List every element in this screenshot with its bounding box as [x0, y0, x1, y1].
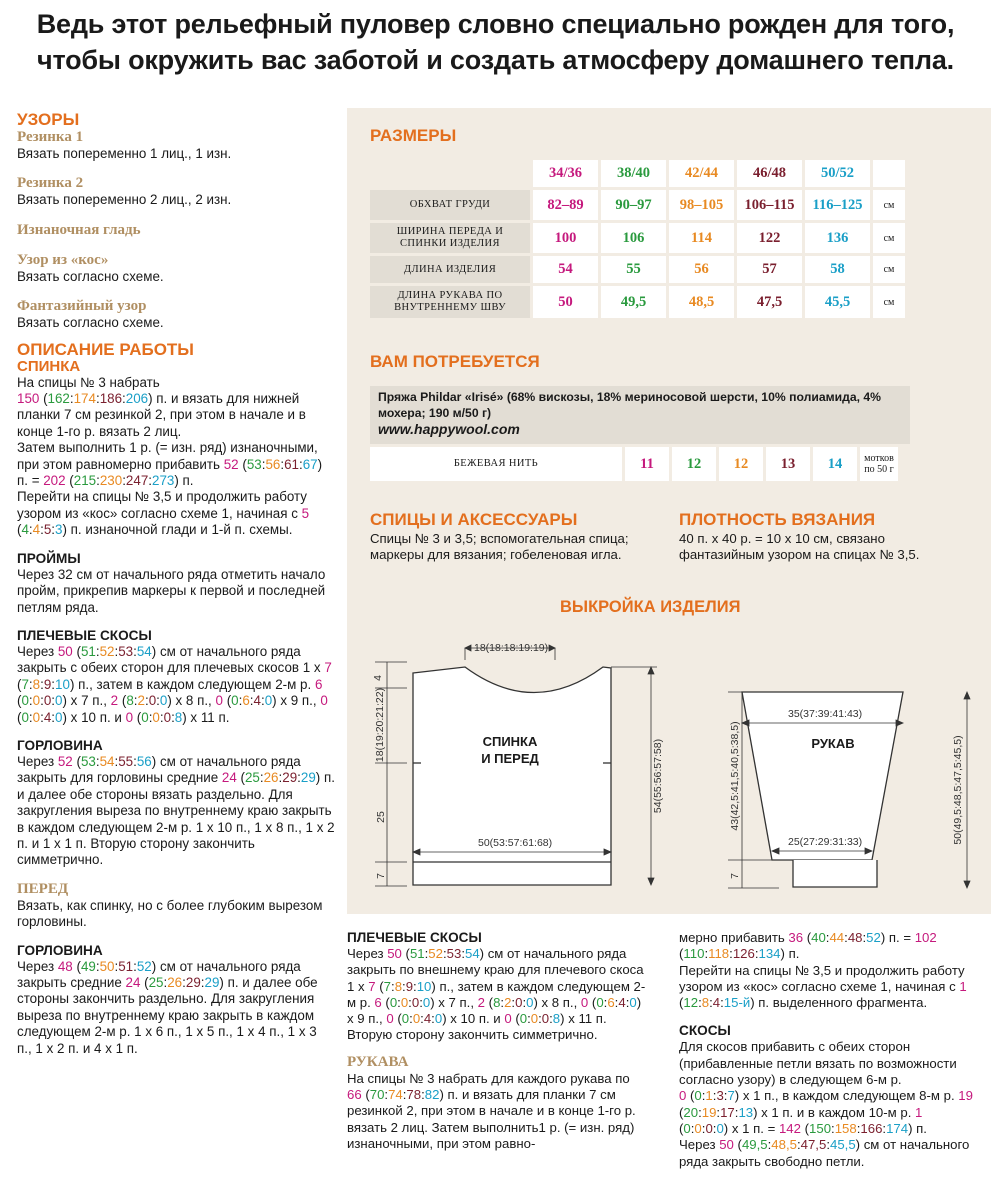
yarn-cell: 12 [719, 447, 763, 481]
shoulders2-title: ПЛЕЧЕВЫЕ СКОСЫ [347, 930, 482, 945]
neck2-title: ГОРЛОВИНА [17, 942, 103, 958]
yarn-cell: 14 [813, 447, 857, 481]
yarn-cell: 12 [672, 447, 716, 481]
size-header-2: 38/40 [601, 160, 666, 187]
sleeves-text: На спицы № 3 набрать для каждого рукава по 66 (70:74:78:82) п. и вязать для планки 7 см резинкой 2, при этом в начале и в конце 1-го р. вязать 2 лиц. Затем выполнить1 р. (= изн. ряд) изнаночными, при этом равно- [347, 1070, 636, 1151]
size-row-label-3: ДЛИНА ИЗДЕЛИЯ [370, 256, 530, 283]
sizes-table [367, 157, 908, 321]
dim-neck: 18(18:18:19:19) [474, 642, 549, 654]
tools-title: СПИЦЫ И АКСЕССУАРЫ [370, 510, 578, 529]
sizes-title: РАЗМЕРЫ [370, 126, 457, 145]
gauge-title: ПЛОТНОСТЬ ВЯЗАНИЯ [679, 510, 876, 529]
sleeves-title: РУКАВА [347, 1053, 409, 1070]
back-title: СПИНКА [17, 357, 81, 375]
size-unit: см [873, 223, 905, 253]
middle-column [347, 930, 647, 1152]
size-row-label-1: ОБХВАТ ГРУДИ [370, 190, 530, 220]
tools-text: Спицы № 3 и 3,5; вспомогательная спица; маркеры для вязания; гобеленовая игла. [370, 531, 629, 562]
size-cell: 90–97 [601, 190, 666, 220]
right-column [679, 930, 975, 1170]
armholes-text: Через 32 см от начального ряда отметить начало пройм, прикрепив маркеры к первой и последней петлям ряда. [17, 566, 326, 615]
pattern-name-5: Фантазийный узор [17, 298, 147, 315]
shoulders2-text: Через 50 (51:52:53:54) см от начального ряда закрыть по внешнему краю для плечевого скоса 1 х 7 (7:8:9:10) п., затем в каждом следующем 2-м р. 6 (0:0:0:0) х 7 п., 2 (8:2:0:0) х 8 п., 0 (0:6:4:0) х 9 п., 0 (0:0:4:0) х 10 п. и 0 (0:0:0:8) х 11 п. Вторую сторону закончить симметрично. [347, 946, 646, 1043]
yarn-box [370, 386, 910, 444]
neck-title: ГОРЛОВИНА [17, 737, 103, 753]
yarn-unit: мотков по 50 г [860, 447, 898, 481]
dim-armhole: 18(19:20:21:22) [374, 687, 386, 763]
left-column [17, 110, 335, 1057]
yarn-url: www.happywool.com [378, 421, 520, 437]
pattern-name-4: Узор из «кос» [17, 251, 109, 268]
pattern-text-2: Вязать попеременно 2 лиц., 2 изн. [17, 192, 232, 208]
size-cell: 50 [533, 286, 598, 318]
yarn-row-label: БЕЖЕВАЯ НИТЬ [370, 447, 622, 481]
size-row-label-4: ДЛИНА РУКАВА ПО ВНУТРЕННЕМУ ШВУ [370, 286, 530, 318]
size-unit: см [873, 286, 905, 318]
size-cell: 114 [669, 223, 734, 253]
size-cell: 106 [601, 223, 666, 253]
dim-body-rib: 7 [375, 873, 387, 879]
sleeve-label: РУКАВ [811, 736, 855, 751]
dim-sleeve-top: 35(37:39:41:43) [788, 708, 863, 720]
shoulders-text: Через 50 (51:52:53:54) см от начального ряда закрыть с обеих сторон для плечевых скосов 1 х 7 (7:8:9:10) п., затем в каждом следующем 2-м р. 6 (0:0:0:0) х 7 п., 2 (8:2:0:0) х 8 п., 0 (0:6:4:0) х 9 п., 0 (0:0:4:0) х 10 п. и 0 (0:0:0:8) х 11 п. [17, 643, 332, 725]
back-text: На спицы № 3 набрать 150 (162:174:186:206) п. и вязать для нижней планки 7 см резинкой 2, при этом в начале и в конце 1-го р. вязать 2 лиц. Затем выполнить 1 р. (= изн. ряд) изнаночными, при этом равномерно прибавить 52 (53:56:61:67) п. = 202 (215:230:247:273) п. Перейти на спицы № 3,5 и продолжить работу узором из «кос» согласно схеме 1, начиная с 5 (4:4:5:3) п. изнаночной глади и 1-й п. схемы. [17, 374, 323, 538]
dim-sleeve-rib: 7 [729, 873, 741, 879]
size-cell: 136 [805, 223, 870, 253]
size-unit: см [873, 190, 905, 220]
headline-line-2: чтобы окружить вас заботой и создать атмосферу домашнего тепла. [37, 45, 954, 75]
size-cell: 47,5 [737, 286, 802, 318]
dim-sleeve-bottom: 25(27:29:31:33) [788, 836, 863, 848]
size-cell: 49,5 [601, 286, 666, 318]
size-cell: 55 [601, 256, 666, 283]
size-cell: 56 [669, 256, 734, 283]
size-row-label-2: ШИРИНА ПЕРЕДА И СПИНКИ ИЗДЕЛИЯ [370, 223, 530, 253]
size-cell: 48,5 [669, 286, 734, 318]
dim-body-lower: 25 [375, 811, 387, 823]
dim-sleeve-left: 43(42,5:41,5:40,5:38,5) [729, 721, 741, 831]
neck-text: Через 52 (53:54:55:56) см от начального ряда закрыть для горловины средние 24 (25:26:29:29) п. и далее обе стороны вязать раздельно. Для закругления выреза по внутреннему краю закрыть в каждом следующем 2-м р. 1 х 10 п., 1 х 8 п., 1 х 2 п. и 1 х 1 п. Вторую сторону закончить симметрично. [17, 753, 335, 868]
size-cell: 82–89 [533, 190, 598, 220]
size-cell: 116–125 [805, 190, 870, 220]
size-cell: 58 [805, 256, 870, 283]
dim-shoulder: 4 [372, 675, 384, 681]
bevel-text: Для скосов прибавить с обеих сторон (прибавленные петли вязать по возможности согласно узору) в следующем 6-м р. 0 (0:1:3:7) х 1 п., в каждом следующем 8-м р. 19 (20:19:17:13) х 1 п. и в каждом 10-м р. 1 (0:0:0:0) х 1 п. = 142 (150:158:166:174) п. Через 50 (49,5:48,5:47,5:45,5) см от начального ряда закрыть свободно петли. [679, 1039, 973, 1169]
pattern-diagram-title: ВЫКРОЙКА ИЗДЕЛИЯ [560, 598, 741, 616]
size-header-3: 42/44 [669, 160, 734, 187]
sleeves-text-cont: мерно прибавить 36 (40:44:48:52) п. = 102 (110:118:126:134) п. Перейти на спицы № 3,5 и продолжить работу узором из «кос» согласно схеме 1, начиная с 1 (12:8:4:15-й) п. выделенного фрагмента. [679, 930, 967, 1011]
patterns-title: УЗОРЫ [17, 110, 80, 129]
yarn-cell: 13 [766, 447, 810, 481]
yarn-text: Пряжа Phildar «Irisé» (68% вискозы, 18% мериносовой шерсти, 10% полиамида, 4% мохера; 190 м/50 г) [378, 390, 882, 420]
needs-title: ВАМ ПОТРЕБУЕТСЯ [370, 352, 540, 371]
pattern-name-3: Изнаночная гладь [17, 221, 141, 238]
size-header-5: 50/52 [805, 160, 870, 187]
size-header-1: 34/36 [533, 160, 598, 187]
headline [0, 6, 991, 78]
headline-line-1: Ведь этот рельефный пуловер словно специально рожден для того, [36, 9, 955, 39]
pattern-text-5: Вязать согласно схеме. [17, 315, 164, 331]
neck2-text: Через 48 (49:50:51:52) см от начального ряда закрыть средние 24 (25:26:29:29) п. и далее обе стороны закончить раздельно. Для закругления выреза по внутреннему краю закрыть в каждом следующем 2-м р. 1 х 6 п., 1 х 5 п., 1 х 4 п., 1 х 3 п., 1 х 2 п. и 4 х 1 п. [17, 958, 318, 1056]
size-cell: 106–115 [737, 190, 802, 220]
pattern-text-4: Вязать согласно схеме. [17, 268, 164, 284]
pattern-text-1: Вязать попеременно 1 лиц., 1 изн. [17, 146, 232, 161]
front-text: Вязать, как спинку, но с более глубоким вырезом горловины. [17, 897, 323, 930]
shoulders-title: ПЛЕЧЕВЫЕ СКОСЫ [17, 627, 152, 643]
pattern-name-1: Резинка 1 [17, 129, 84, 145]
yarn-cell: 11 [625, 447, 669, 481]
size-header-4: 46/48 [737, 160, 802, 187]
armholes-title: ПРОЙМЫ [17, 550, 81, 566]
size-cell: 98–105 [669, 190, 734, 220]
work-title: ОПИСАНИЕ РАБОТЫ [17, 339, 194, 359]
size-cell: 57 [737, 256, 802, 283]
size-cell: 100 [533, 223, 598, 253]
pattern-name-2: Резинка 2 [17, 175, 84, 192]
size-cell: 45,5 [805, 286, 870, 318]
dim-body-length: 54(55:56:57:58) [652, 738, 664, 814]
size-unit: см [873, 256, 905, 283]
yarn-table [367, 444, 901, 484]
bevel-title: СКОСЫ [679, 1023, 731, 1039]
size-cell: 122 [737, 223, 802, 253]
gauge-text: 40 п. х 40 р. = 10 х 10 см, связано фантазийным узором на спицах № 3,5. [679, 531, 920, 562]
dim-sleeve-length: 50(49,5:48,5:47,5:45,5) [952, 735, 964, 845]
body-label-2: И ПЕРЕД [481, 751, 539, 766]
dim-body-width: 50(53:57:61:68) [478, 837, 553, 849]
body-label-1: СПИНКА [482, 734, 538, 749]
size-cell: 54 [533, 256, 598, 283]
front-title: ПЕРЕД [17, 880, 69, 897]
pattern-diagram [347, 630, 991, 910]
